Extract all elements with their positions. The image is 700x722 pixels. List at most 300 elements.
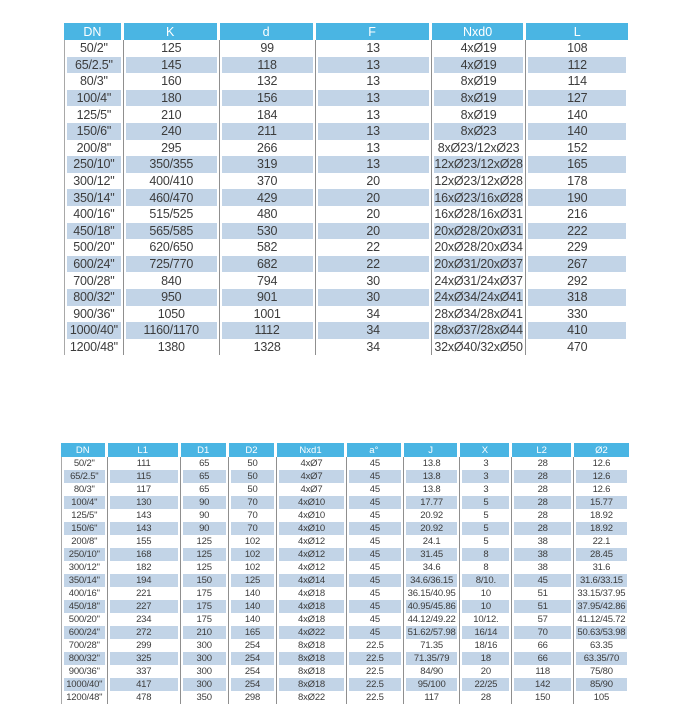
table-row	[64, 289, 628, 306]
column-header: L1	[108, 443, 181, 457]
table-cell: 300	[181, 665, 229, 678]
table-cell: 1328	[220, 339, 316, 356]
table-cell: 4xØ14	[277, 574, 346, 587]
table-cell: 22.5	[347, 639, 404, 652]
table-cell: 22.5	[347, 665, 404, 678]
table-cell: 45	[347, 509, 404, 522]
table-cell: 1000/40"	[61, 678, 108, 691]
table-cell: 20xØ28/20xØ31	[432, 223, 527, 240]
table-cell: 266	[220, 140, 316, 157]
table-row	[64, 90, 628, 107]
table-cell: 13	[316, 140, 432, 157]
table-cell: 190	[526, 189, 628, 206]
table-row	[61, 613, 629, 626]
table-cell: 182	[108, 561, 181, 574]
table-cell: 127	[526, 90, 628, 107]
table-cell: 20	[316, 206, 432, 223]
table-row	[64, 206, 628, 223]
lower-table-container	[61, 443, 629, 704]
table-cell: 300	[181, 652, 229, 665]
table-cell: 45	[347, 535, 404, 548]
table-cell: 4xØ18	[277, 600, 346, 613]
table-cell: 12.6	[592, 484, 611, 495]
table-cell: 20.92	[404, 509, 460, 522]
table-row	[64, 106, 628, 123]
table-row	[64, 73, 628, 90]
table-row	[61, 665, 629, 678]
table-cell: 24xØ34/24xØ41	[432, 289, 527, 306]
table-cell: 234	[108, 613, 181, 626]
table-cell: 292	[567, 273, 588, 288]
table-cell: 44.12/49.22	[404, 613, 460, 626]
table-cell: 142	[512, 678, 573, 691]
table-cell: 51	[512, 587, 573, 600]
table-cell: 105	[593, 692, 610, 703]
table-cell: 50/2"	[64, 40, 124, 57]
table-cell: 227	[108, 600, 181, 613]
table-cell: 20.92	[404, 522, 460, 535]
table-cell: 34	[316, 306, 432, 323]
table-cell: 18.92	[590, 510, 613, 521]
table-cell: 800/32"	[61, 652, 108, 665]
table-cell: 295	[124, 140, 220, 157]
table-row	[64, 57, 628, 74]
table-cell: 70	[229, 522, 278, 535]
table-cell: 50	[229, 470, 278, 483]
table-cell: 8	[460, 548, 512, 561]
table-cell: 429	[220, 189, 316, 206]
table-cell: 250/10"	[64, 156, 124, 173]
table-cell: 350/14"	[61, 574, 108, 587]
table-cell: 12.6	[574, 470, 629, 483]
table-cell: 102	[229, 561, 278, 574]
table-cell: 1001	[220, 306, 316, 323]
table-cell: 140	[526, 123, 628, 140]
table-cell: 102	[229, 535, 278, 548]
table-cell: 4xØ12	[277, 548, 346, 561]
table-cell: 99	[220, 40, 316, 57]
table-cell: 36.15/40.95	[404, 587, 460, 600]
table-cell: 229	[567, 240, 588, 255]
table-cell: 8/10.	[460, 574, 512, 587]
column-header: DN	[61, 443, 108, 457]
table-cell: 45	[347, 626, 404, 639]
table-cell: 470	[567, 339, 588, 354]
table-cell: 794	[220, 272, 316, 289]
table-cell: 125	[124, 40, 220, 57]
table-cell: 700/28"	[64, 272, 124, 289]
table-cell: 350	[181, 691, 229, 704]
table-cell: 125	[181, 535, 229, 548]
table-cell: 28	[512, 496, 573, 509]
table-cell: 80/3"	[64, 73, 124, 90]
table-cell: 143	[108, 509, 181, 522]
table-cell: 400/16"	[64, 206, 124, 223]
table-row	[64, 140, 628, 157]
header-row	[61, 443, 629, 457]
table-cell: 45	[347, 587, 404, 600]
table-row	[61, 548, 629, 561]
table-cell: 582	[220, 239, 316, 256]
table-cell: 28	[512, 470, 573, 483]
column-header: L2	[512, 443, 573, 457]
column-header: K	[124, 23, 220, 40]
table-cell: 50	[229, 457, 278, 470]
table-cell: 65/2.5"	[61, 470, 108, 483]
upper-table-container	[64, 23, 628, 355]
table-row	[61, 600, 629, 613]
table-cell: 28xØ37/28xØ44	[432, 322, 527, 339]
table-cell: 143	[108, 522, 181, 535]
table-cell: 38	[512, 535, 573, 548]
table-row	[61, 496, 629, 509]
table-cell: 50	[229, 483, 278, 496]
table-cell: 22.5	[347, 678, 404, 691]
table-cell: 125/5"	[64, 106, 124, 123]
table-cell: 17.77	[404, 496, 460, 509]
table-cell: 700/28"	[61, 639, 108, 652]
table-cell: 184	[220, 106, 316, 123]
table-cell: 8xØ18	[277, 678, 346, 691]
table-cell: 5	[460, 522, 512, 535]
table-cell: 12.6	[592, 458, 611, 469]
header-row	[64, 23, 628, 40]
table-cell: 140	[229, 587, 278, 600]
table-cell: 140	[567, 107, 588, 122]
table-cell: 175	[181, 600, 229, 613]
table-cell: 34.6	[404, 561, 460, 574]
table-cell: 318	[526, 289, 628, 306]
column-header: D1	[181, 443, 229, 457]
table-cell: 10/12.	[460, 613, 512, 626]
table-cell: 901	[220, 289, 316, 306]
table-cell: 28	[460, 691, 512, 704]
table-cell: 71.35/79	[404, 652, 460, 665]
table-row	[64, 223, 628, 240]
table-cell: 63.35	[590, 640, 613, 651]
table-cell: 71.35	[404, 639, 460, 652]
table-cell: 478	[108, 691, 181, 704]
table-cell: 1112	[220, 322, 316, 339]
table-row	[61, 457, 629, 470]
table-cell: 65	[181, 457, 229, 470]
table-cell: 18/16	[460, 639, 512, 652]
table-row	[61, 470, 629, 483]
table-cell: 140	[229, 600, 278, 613]
table-cell: 108	[567, 41, 588, 56]
table-cell: 16xØ23/16xØ28	[432, 189, 527, 206]
table-row	[61, 483, 629, 496]
table-cell: 200/8"	[61, 535, 108, 548]
table-cell: 155	[108, 535, 181, 548]
table-cell: 3	[460, 457, 512, 470]
table-cell: 45	[347, 561, 404, 574]
table-cell: 34.6/36.15	[404, 574, 460, 587]
table-cell: 100/4"	[61, 496, 108, 509]
table-cell: 450/18"	[61, 600, 108, 613]
table-cell: 240	[124, 123, 220, 140]
table-cell: 65	[181, 470, 229, 483]
table-cell: 80/3"	[61, 483, 108, 496]
table-cell: 5	[460, 535, 512, 548]
table-cell: 13.8	[404, 457, 460, 470]
table-cell: 15.77	[574, 496, 629, 509]
table-cell: 20xØ31/20xØ37	[432, 256, 527, 273]
table-row	[64, 40, 628, 57]
table-cell: 16xØ28/16xØ31	[432, 206, 527, 223]
table-cell: 28xØ34/28xØ41	[432, 306, 527, 323]
table-row	[64, 239, 628, 256]
column-header: F	[316, 23, 432, 40]
table-cell: 32xØ40/32xØ50	[432, 339, 527, 356]
table-cell: 33.15/37.95	[577, 588, 626, 599]
table-cell: 13.8	[404, 483, 460, 496]
table-cell: 130	[108, 496, 181, 509]
table-row	[64, 189, 628, 206]
table-cell: 22.5	[347, 652, 404, 665]
table-cell: 254	[229, 639, 278, 652]
table-cell: 37.95/42.86	[574, 600, 629, 613]
table-cell: 500/20"	[64, 239, 124, 256]
table-cell: 140	[229, 613, 278, 626]
table-cell: 620/650	[124, 239, 220, 256]
table-cell: 4xØ12	[277, 535, 346, 548]
table-cell: 45	[512, 574, 573, 587]
table-cell: 530	[220, 223, 316, 240]
table-cell: 725/770	[124, 256, 220, 273]
table-row	[61, 639, 629, 652]
table-cell: 51	[512, 600, 573, 613]
table-cell: 417	[108, 678, 181, 691]
table-cell: 211	[220, 123, 316, 140]
table-cell: 13	[316, 57, 432, 74]
table-cell: 45	[347, 483, 404, 496]
table-cell: 194	[108, 574, 181, 587]
table-cell: 8xØ23/12xØ23	[432, 140, 527, 157]
table-cell: 221	[108, 587, 181, 600]
table-cell: 600/24"	[64, 256, 124, 273]
table-cell: 45	[347, 522, 404, 535]
table-row	[64, 173, 628, 190]
table-cell: 1000/40"	[64, 322, 124, 339]
table-cell: 28	[512, 522, 573, 535]
table-cell: 90	[181, 496, 229, 509]
table-cell: 350/355	[124, 156, 220, 173]
table-cell: 298	[229, 691, 278, 704]
table-cell: 299	[108, 639, 181, 652]
table-cell: 150	[512, 691, 573, 704]
table-cell: 5	[460, 509, 512, 522]
table-cell: 4xØ19	[432, 57, 527, 74]
table-row	[61, 691, 629, 704]
table-cell: 168	[108, 548, 181, 561]
table-cell: 31.6	[592, 562, 611, 573]
table-cell: 28	[512, 457, 573, 470]
table-cell: 45	[347, 600, 404, 613]
column-header: L	[526, 23, 628, 40]
table-cell: 5	[460, 496, 512, 509]
table-cell: 20xØ28/20xØ34	[432, 239, 527, 256]
table-cell: 152	[567, 140, 588, 155]
table-cell: 20	[316, 173, 432, 190]
table-cell: 8xØ22	[277, 691, 346, 704]
table-cell: 65/2.5"	[64, 57, 124, 74]
table-row	[64, 156, 628, 173]
table-cell: 18	[460, 652, 512, 665]
table-cell: 150/6"	[61, 522, 108, 535]
table-row	[61, 535, 629, 548]
table-cell: 45	[347, 457, 404, 470]
column-header: a°	[347, 443, 404, 457]
table-cell: 63.35/70	[574, 652, 629, 665]
table-cell: 330	[567, 306, 588, 321]
table-cell: 50/2"	[61, 457, 108, 470]
table-cell: 20	[316, 189, 432, 206]
table-cell: 3	[460, 470, 512, 483]
table-cell: 45	[347, 496, 404, 509]
table-cell: 57	[512, 613, 573, 626]
table-cell: 10	[460, 587, 512, 600]
table-row	[64, 306, 628, 323]
table-cell: 13	[316, 40, 432, 57]
table-cell: 13	[316, 123, 432, 140]
table-cell: 4xØ18	[277, 613, 346, 626]
table-cell: 4xØ10	[277, 509, 346, 522]
table-cell: 4xØ18	[277, 587, 346, 600]
table-cell: 4xØ10	[277, 522, 346, 535]
table-cell: 13	[316, 73, 432, 90]
table-row	[61, 678, 629, 691]
table-cell: 30	[316, 289, 432, 306]
table-cell: 85/90	[574, 678, 629, 691]
table-cell: 800/32"	[64, 289, 124, 306]
table-cell: 8xØ23	[432, 123, 527, 140]
table-cell: 400/16"	[61, 587, 108, 600]
column-header: J	[404, 443, 460, 457]
table-cell: 18.92	[574, 522, 629, 535]
column-header: d	[220, 23, 316, 40]
table-row	[64, 322, 628, 339]
table-cell: 111	[108, 457, 181, 470]
table-cell: 22.5	[347, 691, 404, 704]
table-cell: 145	[124, 57, 220, 74]
table-cell: 90	[181, 509, 229, 522]
column-header: Nxd0	[432, 23, 527, 40]
table-cell: 200/8"	[64, 140, 124, 157]
table-cell: 950	[124, 289, 220, 306]
table-cell: 565/585	[124, 223, 220, 240]
table-cell: 8xØ18	[277, 652, 346, 665]
table-cell: 460/470	[124, 189, 220, 206]
table-cell: 125	[229, 574, 278, 587]
table-cell: 41.12/45.72	[577, 614, 626, 625]
table-cell: 50.63/53.98	[574, 626, 629, 639]
table-cell: 8xØ19	[432, 90, 527, 107]
table-cell: 1200/48"	[61, 691, 108, 704]
table-cell: 600/24"	[61, 626, 108, 639]
table-cell: 28.45	[574, 548, 629, 561]
column-header: Nxd1	[277, 443, 346, 457]
table-cell: 75/80	[590, 666, 613, 677]
table-cell: 34	[316, 322, 432, 339]
table-cell: 4xØ19	[432, 40, 527, 57]
table-cell: 12xØ23/12xØ28	[432, 173, 527, 190]
table-row	[61, 509, 629, 522]
table-cell: 100/4"	[64, 90, 124, 107]
table-cell: 319	[220, 156, 316, 173]
table-cell: 13.8	[404, 470, 460, 483]
column-header: Ø2	[574, 443, 629, 457]
table-cell: 4xØ7	[277, 483, 346, 496]
table-cell: 125/5"	[61, 509, 108, 522]
table-row	[61, 574, 629, 587]
table-cell: 250/10"	[61, 548, 108, 561]
table-cell: 13	[316, 90, 432, 107]
table-cell: 1200/48"	[64, 339, 124, 356]
table-cell: 337	[108, 665, 181, 678]
table-cell: 66	[512, 652, 573, 665]
table-cell: 20	[460, 665, 512, 678]
table-cell: 45	[347, 470, 404, 483]
table-cell: 4xØ7	[277, 457, 346, 470]
table-cell: 210	[181, 626, 229, 639]
table-cell: 66	[512, 639, 573, 652]
table-cell: 12xØ23/12xØ28	[432, 156, 527, 173]
table-cell: 45	[347, 574, 404, 587]
table-cell: 28	[512, 483, 573, 496]
table-cell: 4xØ10	[277, 496, 346, 509]
table-cell: 112	[526, 57, 628, 74]
table-cell: 22	[316, 256, 432, 273]
table-cell: 24.1	[404, 535, 460, 548]
table-cell: 300/12"	[64, 173, 124, 190]
table-cell: 117	[108, 483, 181, 496]
table-cell: 180	[124, 90, 220, 107]
table-cell: 216	[567, 207, 588, 222]
table-cell: 13	[316, 156, 432, 173]
table-cell: 28	[512, 509, 573, 522]
table-cell: 34	[316, 339, 432, 356]
table-cell: 150	[181, 574, 229, 587]
table-cell: 95/100	[404, 678, 460, 691]
table-cell: 500/20"	[61, 613, 108, 626]
table-cell: 8xØ18	[277, 665, 346, 678]
table-cell: 156	[220, 90, 316, 107]
table-cell: 8	[460, 561, 512, 574]
table-row	[64, 123, 628, 140]
table-cell: 20	[316, 223, 432, 240]
table-cell: 38	[512, 548, 573, 561]
table-cell: 682	[220, 256, 316, 273]
table-cell: 840	[124, 272, 220, 289]
table-cell: 165	[229, 626, 278, 639]
table-cell: 222	[526, 223, 628, 240]
table-cell: 1160/1170	[124, 322, 220, 339]
table-cell: 8xØ19	[432, 106, 527, 123]
table-cell: 1380	[124, 339, 220, 356]
table-cell: 300	[181, 639, 229, 652]
table-cell: 30	[316, 272, 432, 289]
table-cell: 267	[526, 256, 628, 273]
table-cell: 300/12"	[61, 561, 108, 574]
table-row	[61, 561, 629, 574]
table-cell: 150/6"	[64, 123, 124, 140]
table-cell: 40.95/45.86	[404, 600, 460, 613]
table-cell: 10	[460, 600, 512, 613]
table-cell: 117	[404, 691, 460, 704]
table-cell: 118	[220, 57, 316, 74]
table-cell: 4xØ22	[277, 626, 346, 639]
